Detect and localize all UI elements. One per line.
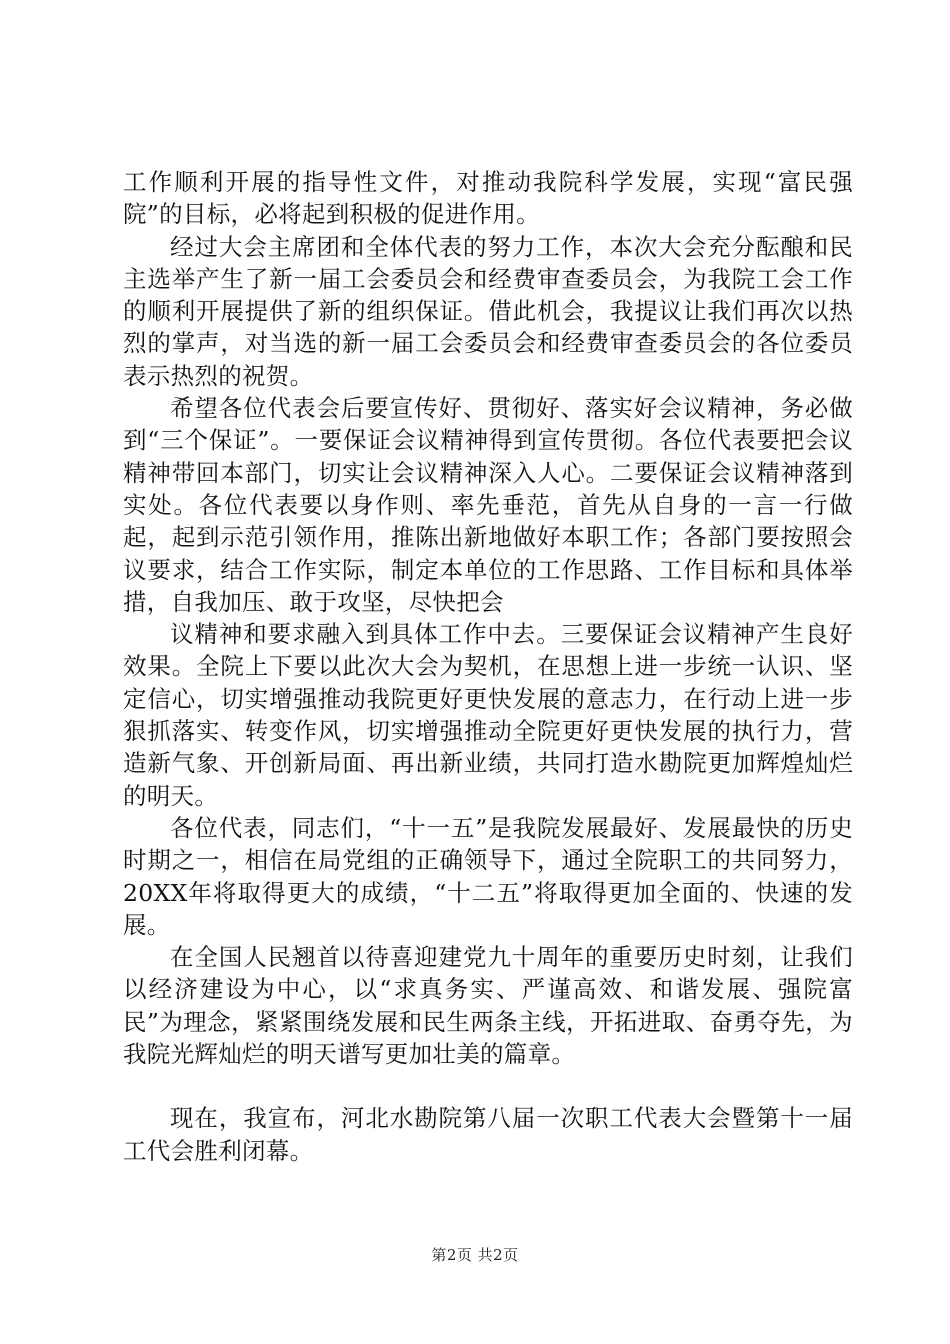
paragraph-anniversary: 在全国人民翘首以待喜迎建党九十周年的重要历史时刻，让我们以经济建设为中心，以“求真务实、严谨高效、和谐发展、强院富民”为理念，紧紧围绕发展和民生两条主线，开拓进取、奋勇夺先，为我院光辉灿烂的明天谱写更加壮美的篇章。 <box>123 943 853 1069</box>
paragraph-election: 经过大会主席团和全体代表的努力工作，本次大会充分酝酿和民主选举产生了新一届工会委员会和经费审查委员会，为我院工会工作的顺利开展提供了新的组织保证。借此机会，我提议让我们再次以热烈的掌声，对当选的新一届工会委员会和经费审查委员会的各位委员表示热烈的祝贺。 <box>123 232 853 390</box>
paragraph-closing-declaration: 现在，我宣布，河北水勘院第八届一次职工代表大会暨第十一届工代会胜利闭幕。 <box>123 1104 853 1165</box>
document-body <box>123 166 853 1167</box>
paragraph-three-guarantees: 希望各位代表会后要宣传好、贯彻好、落实好会议精神，务必做到“三个保证”。一要保证会议精神得到宣传贯彻。各位代表要把会议精神带回本部门，切实让会议精神深入人心。二要保证会议精神落到实处。各位代表要以身作则、率先垂范，首先从自身的一言一行做起，起到示范引领作用，推陈出新地做好本职工作；各部门要按照会议要求，结合工作实际，制定本单位的工作思路、工作目标和具体举措，自我加压、敢于攻坚，尽快把会 <box>123 394 853 616</box>
page-footer <box>0 1244 950 1265</box>
paragraph-continuation: 工作顺利开展的指导性文件，对推动我院科学发展，实现“富民强院”的目标，必将起到积极的促进作用。 <box>123 168 853 229</box>
paragraph-five-year-plan: 各位代表，同志们，“十一五”是我院发展最好、发展最快的历史时期之一，相信在局党组的正确领导下，通过全院职工的共同努力，20XX年将取得更大的成绩，“十二五”将取得更加全面的、快速的发展。 <box>123 813 853 939</box>
page-number-label: 第2页 共2页 <box>431 1246 519 1264</box>
paragraph-implementation: 议精神和要求融入到具体工作中去。三要保证会议精神产生良好效果。全院上下要以此次大会为契机，在思想上进一步统一认识、坚定信心，切实增强推动我院更好更快发展的意志力，在行动上进一步狠抓落实、转变作风，切实增强推动全院更好更快发展的执行力，营造新气象、开创新局面、再出新业绩，共同打造水勘院更加辉煌灿烂的明天。 <box>123 620 853 810</box>
